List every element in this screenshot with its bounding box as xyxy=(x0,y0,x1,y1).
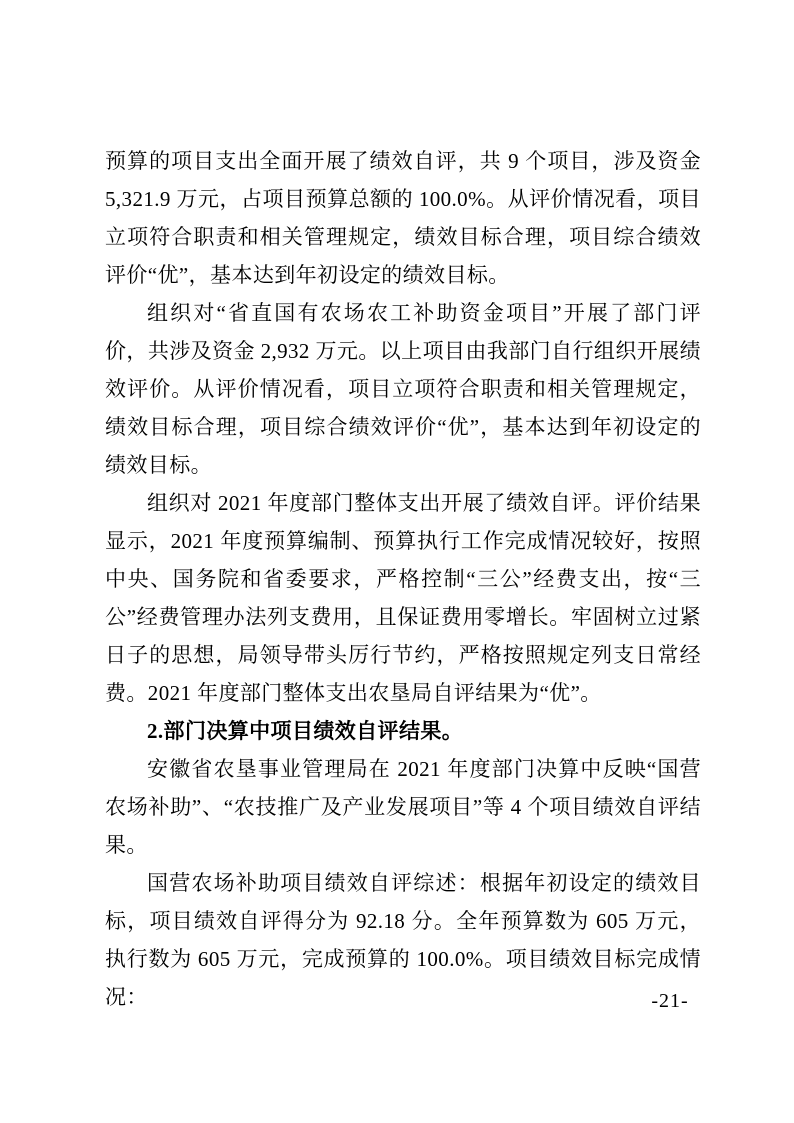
document-body xyxy=(105,142,701,1016)
paragraph-state-farm-subsidy-summary: 国营农场补助项目绩效自评综述：根据年初设定的绩效目标，项目绩效自评得分为 92.18 分。全年预算数为 605 万元，执行数为 605 万元，完成预算的 100.0%。项目绩效目标完成情况： xyxy=(105,871,701,1009)
paragraph-overall-expenditure-evaluation: 组织对 2021 年度部门整体支出开展了绩效自评。评价结果显示，2021 年度预算编制、预算执行工作完成情况较好，按照中央、国务院和省委要求，严格控制“三公”经费支出，按“三公”经费管理办法列支费用，且保证费用零增长。牢固树立过紧日子的思想，局领导带头厉行节约，严格按照规定列支日常经费。2021 年度部门整体支出农垦局自评结果为“优”。 xyxy=(105,491,701,705)
section-heading-project-self-evaluation-results: 2.部门决算中项目绩效自评结果。 xyxy=(147,719,464,743)
paragraph-budget-self-evaluation: 预算的项目支出全面开展了绩效自评，共 9 个项目，涉及资金 5,321.9 万元，占项目预算总额的 100.0%。从评价情况看，项目立项符合职责和相关管理规定，绩效目标合理，项目综合绩效评价“优”，基本达到年初设定的绩效目标。 xyxy=(105,149,701,287)
page-number: -21- xyxy=(651,990,689,1012)
paragraph-final-accounts-projects: 安徽省农垦事业管理局在 2021 年度部门决算中反映“国营农场补助”、“农技推广及产业发展项目”等 4 个项目绩效自评结果。 xyxy=(105,757,701,857)
paragraph-department-evaluation: 组织对“省直国有农场农工补助资金项目”开展了部门评价，共涉及资金 2,932 万元。以上项目由我部门自行组织开展绩效评价。从评价情况看，项目立项符合职责和相关管理规定，绩效目标合理，项目综合绩效评价“优”，基本达到年初设定的绩效目标。 xyxy=(105,301,701,477)
